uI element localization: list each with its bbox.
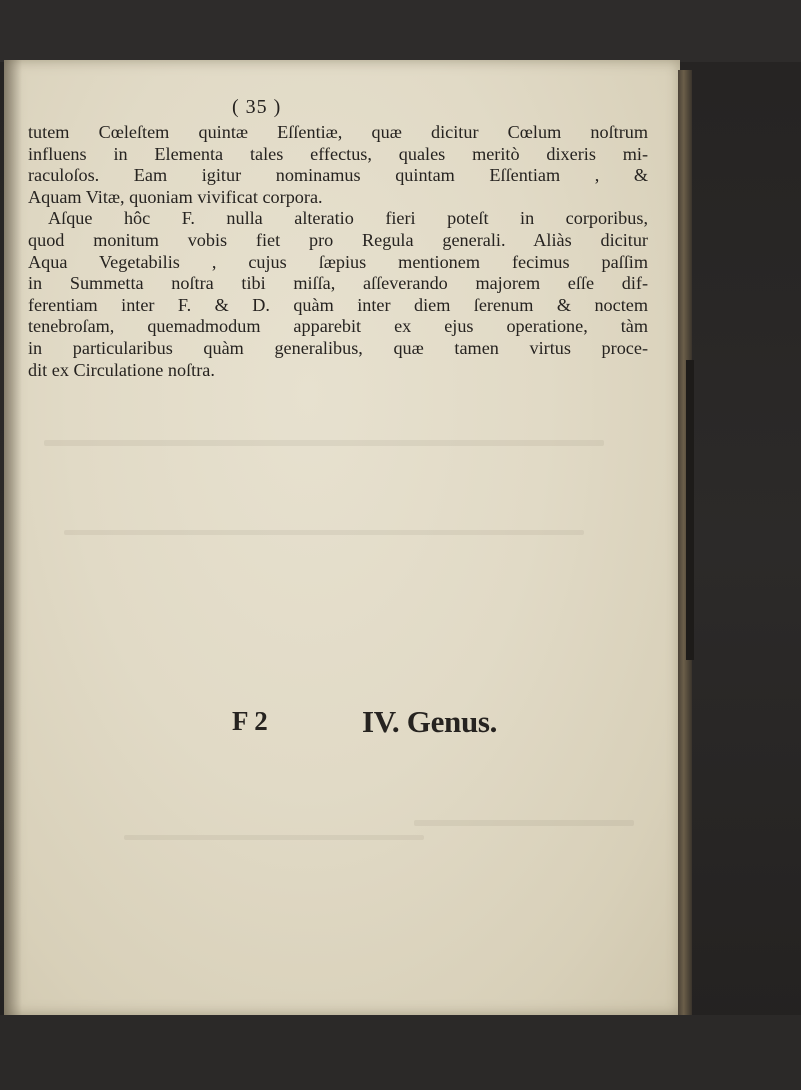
scan-top-background: [0, 0, 801, 62]
bleed-through-mark: [414, 820, 634, 826]
page-stack-edge: [686, 360, 694, 660]
text-line: in Summetta noſtra tibi miſſa, aſſeverando majorem eſſe dif-: [28, 273, 648, 294]
text-line: ferentiam inter F. & D. quàm inter diem ſerenum & noctem: [28, 294, 648, 315]
text-line: Aqua Vegetabilis , cujus ſæpius mentionem fecimus paſſim: [28, 251, 648, 272]
text-line: in particularibus quàm generalibus, quæ tamen virtus proce-: [28, 337, 648, 358]
page-number: ( 35 ): [232, 96, 282, 118]
bleed-through-mark: [64, 530, 584, 535]
body-text: [28, 122, 648, 381]
bleed-through-mark: [124, 835, 424, 840]
bleed-through-mark: [44, 440, 604, 446]
text-line: tenebroſam, quemadmodum apparebit ex ejus operatione, tàm: [28, 316, 648, 337]
text-line: Aſque hôc F. nulla alteratio fieri poteſt in corporibus,: [48, 208, 648, 229]
text-line: influens in Elementa tales effectus, quales meritò dixeris mi-: [28, 143, 648, 164]
signature-mark: F 2: [232, 706, 268, 736]
gutter-shadow: [4, 60, 22, 1015]
catchword: IV. Genus.: [362, 704, 498, 739]
text-line: dit ex Circulatione noſtra.: [28, 359, 215, 380]
text-line: quod monitum vobis fiet pro Regula generali. Aliàs dicitur: [28, 229, 648, 250]
text-line: raculoſos. Eam igitur nominamus quintam Eſſentiam , &: [28, 165, 648, 186]
scan-bottom-background: [0, 1015, 801, 1090]
text-line: tutem Cœleſtem quintæ Eſſentiæ, quæ dicitur Cœlum noſtrum: [28, 122, 648, 142]
text-line: Aquam Vitæ, quoniam vivificat corpora.: [28, 186, 323, 207]
